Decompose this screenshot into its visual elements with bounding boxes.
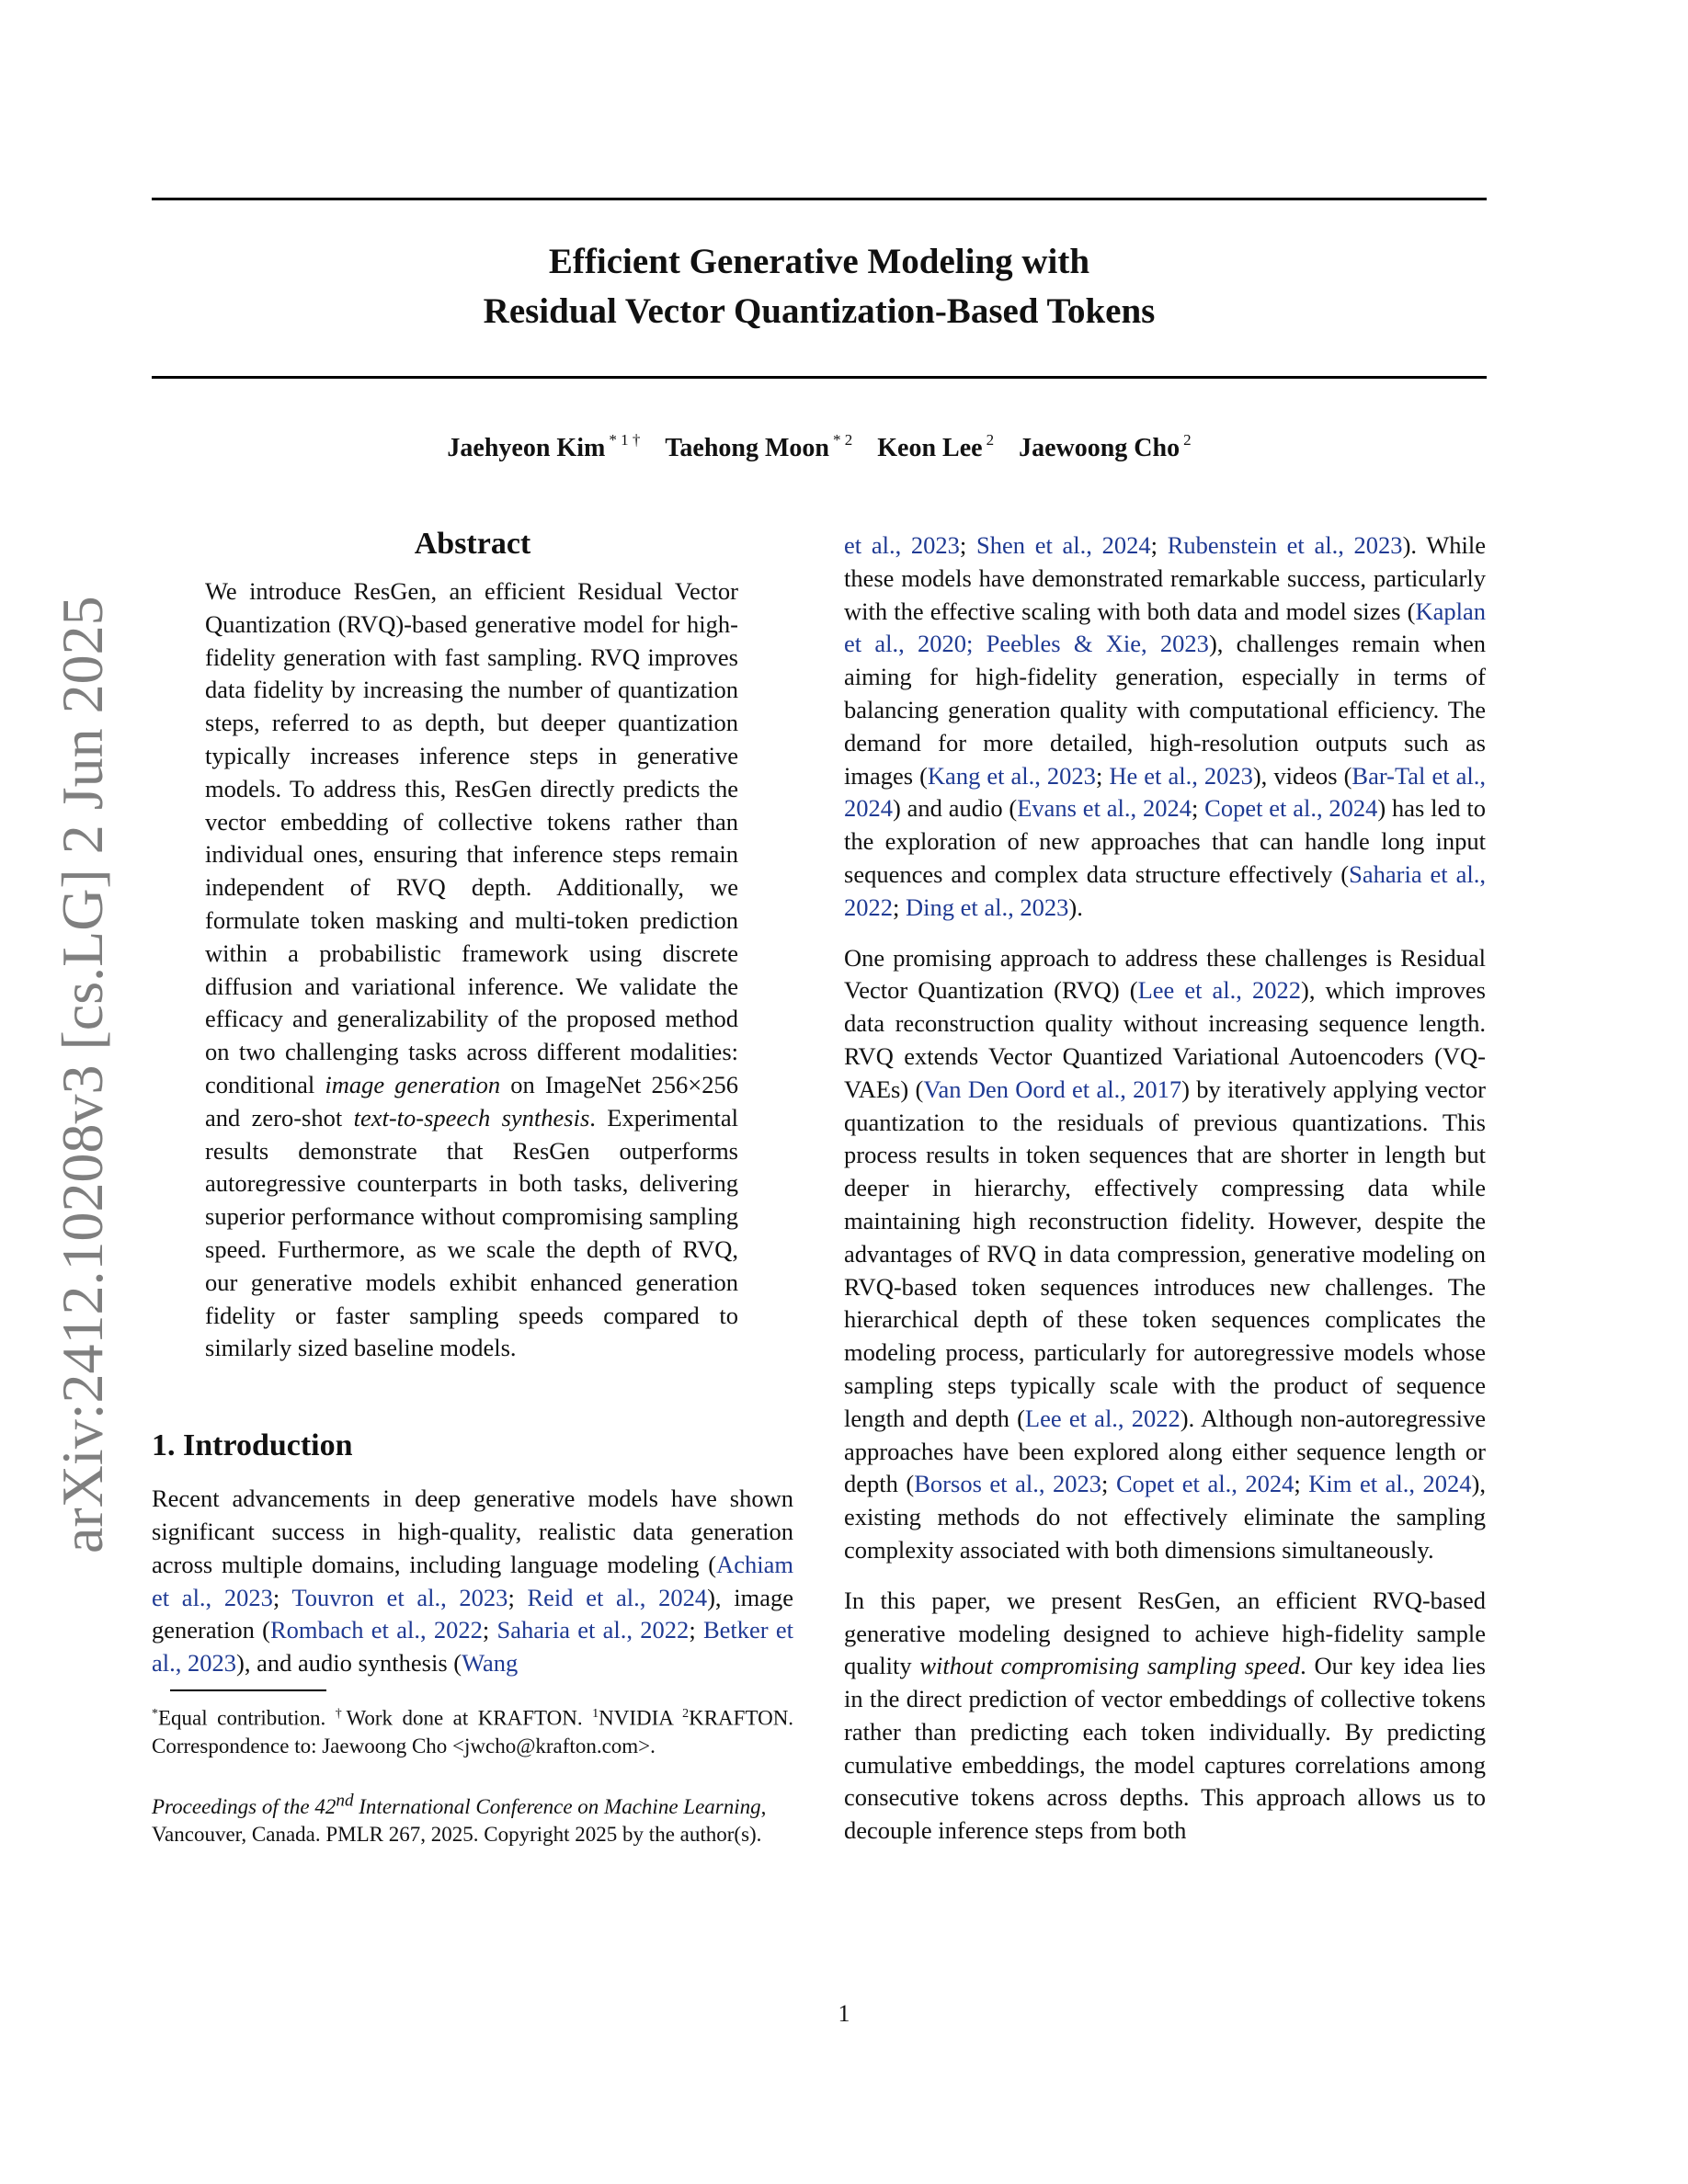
page-number: 1 bbox=[838, 2000, 850, 2027]
citation-link[interactable]: He et al., 2023 bbox=[1109, 761, 1253, 790]
arxiv-watermark[interactable]: arXiv:2412.10208v3 [cs.LG] 2 Jun 2025 bbox=[50, 596, 115, 1553]
citation-link[interactable]: et al., 2023 bbox=[844, 531, 960, 559]
citation-link[interactable]: Kim et al., 2024 bbox=[1308, 1470, 1472, 1498]
title-rule-bottom bbox=[152, 376, 1487, 379]
left-column bbox=[152, 524, 793, 1848]
citation-link[interactable]: Kang et al., 2023 bbox=[927, 761, 1096, 790]
citation-link[interactable]: Touvron et al., 2023 bbox=[291, 1583, 508, 1611]
citation-link[interactable]: Bar-Tal et al., 2024 bbox=[844, 761, 1486, 823]
citation-link[interactable]: Betker et al., 2023 bbox=[152, 1616, 794, 1678]
section-heading-introduction: 1. Introduction bbox=[152, 1428, 353, 1463]
author-4: Jaewoong Cho $^2$ bbox=[1019, 431, 1192, 462]
author-1: Jaehyeon Kim $^{* 1 \dagger}$ bbox=[447, 431, 641, 462]
citation-link[interactable]: Copet et al., 2024 bbox=[1204, 794, 1378, 823]
paper-title bbox=[152, 237, 1487, 336]
author-3: Keon Lee $^2$ bbox=[877, 431, 995, 462]
author-list bbox=[152, 432, 1487, 465]
citation-link[interactable]: Borsos et al., 2023 bbox=[914, 1470, 1102, 1498]
abstract-heading: Abstract bbox=[414, 527, 531, 561]
citation-link[interactable]: Saharia et al., 2022 bbox=[496, 1616, 690, 1644]
citation-link[interactable]: Lee et al., 2022 bbox=[1137, 976, 1301, 1005]
citation-link[interactable]: Kaplan et al., 2020; Peebles & Xie, 2023 bbox=[844, 597, 1486, 658]
abstract-text: We introduce ResGen, an efficient Residual Vector Quantization (RVQ)-based generative model for high-fidelity generation with fast sampling. RVQ improves data fidelity by increasing the number of quantization steps, referred to as depth, but deeper quantization typically increases inference steps in generative models. To address this, ResGen directly predicts the vector embedding of collective tokens rather than individual ones, ensuring that inference steps remain independent of RVQ depth. Additionally, we formulate token masking and multi-token prediction within a probabilistic framework using discrete diffusion and variational inference. We validate the efficacy and generalizability of the proposed method on two challenging tasks across different modalities: conditional image generation on ImageNet 256×256 and zero-shot text-to-speech synthesis. Experimental results demonstrate that ResGen outperforms autoregressive counterparts in both tasks, delivering superior performance without compromising sampling speed. Furthermore, as we scale the depth of RVQ, our generative models exhibit enhanced generation fidelity or faster sampling speeds compared to similarly sized baseline models. bbox=[205, 577, 739, 1362]
right-column bbox=[844, 529, 1486, 1865]
citation-link[interactable]: Rombach et al., 2022 bbox=[269, 1616, 483, 1644]
citation-link[interactable]: Evans et al., 2024 bbox=[1017, 794, 1192, 823]
intro-paragraph-1-continued: et al., 2023; Shen et al., 2024; Rubenstein et al., 2023). While these models have demonstrated remarkable success, particularly with the effective scaling with both data and model sizes (Kaplan et al., 2020; Peebles & Xie, 2023), challenges remain when aiming for high-fidelity generation, especially in terms of balancing generation quality with computational efficiency. The demand for more detailed, high-resolution outputs such as images (Kang et al., 2023; He et al., 2023), videos (Bar-Tal et al., 2024) and audio (Evans et al., 2024; Copet et al., 2024) has led to the exploration of new approaches that can handle long input sequences and complex data structure effectively (Saharia et al., 2022; Ding et al., 2023). bbox=[844, 531, 1487, 921]
footnote-rule bbox=[170, 1689, 326, 1691]
citation-link[interactable]: Reid et al., 2024 bbox=[527, 1583, 708, 1611]
citation-link[interactable]: Copet et al., 2024 bbox=[1115, 1470, 1295, 1498]
footnote: *Equal contribution. †Work done at KRAFTON. $^1$NVIDIA $^2$KRAFTON. Correspondence to: Jaewoong Cho <jwcho@krafton.com>. bbox=[152, 1706, 794, 1757]
title-line-1: Efficient Generative Modeling with bbox=[548, 242, 1090, 281]
title-line-2: Residual Vector Quantization-Based Tokens bbox=[483, 291, 1156, 331]
citation-link[interactable]: Saharia et al., 2022 bbox=[844, 859, 1486, 921]
intro-paragraph-3: In this paper, we present ResGen, an efficient RVQ-based generative modeling designed to achieve high-fidelity sample quality without compromising sampling speed. Our key idea lies in the direct prediction of vector embeddings of collective tokens rather than predicting each token individually. By predicting cumulative embeddings, the model captures correlations among consecutive tokens across depths. This approach allows us to decouple inference steps from both bbox=[844, 1586, 1486, 1845]
citation-link[interactable]: Wang bbox=[462, 1649, 519, 1678]
intro-paragraph-2: One promising approach to address these challenges is Residual Vector Quantization (RVQ) (Lee et al., 2022), which improves data reconstruction quality without increasing sequence length. RVQ extends Vector Quantized Variational Autoencoders (VQ-VAEs) (Van Den Oord et al., 2017) by iteratively applying vector quantization to the residuals of previous quantizations. This process results in token sequences that are shorter in length but deeper in hierarchy, effectively compressing data while maintaining high reconstruction fidelity. However, despite the advantages of RVQ in data compression, generative modeling on RVQ-based token sequences introduces new challenges. The hierarchical depth of these token sequences complicates the modeling process, particularly for autoregressive models whose sampling steps typically scale with the product of sequence length and depth (Lee et al., 2022). Although non-autoregressive approaches have been explored along either sequence length or depth (Borsos et al., 2023; Copet et al., 2024; Kim et al., 2024), existing methods do not effectively eliminate the sampling complexity associated with both dimensions simultaneously. bbox=[844, 943, 1487, 1564]
intro-paragraph-1: Recent advancements in deep generative models have shown significant success in high-quality, realistic data generation across multiple domains, including language modeling (Achiam et al., 2023; Touvron et al., 2023; Reid et al., 2024), image generation (Rombach et al., 2022; Saharia et al., 2022; Betker et al., 2023), and audio synthesis (Wang bbox=[152, 1484, 794, 1678]
citation-link[interactable]: Rubenstein et al., 2023 bbox=[1167, 531, 1403, 559]
citation-link[interactable]: Ding et al., 2023 bbox=[906, 893, 1069, 921]
citation-link[interactable]: Shen et al., 2024 bbox=[976, 531, 1151, 559]
citation-link[interactable]: Lee et al., 2022 bbox=[1024, 1404, 1180, 1432]
author-2: Taehong Moon $^{* 2}$ bbox=[665, 431, 853, 462]
proceedings-note: Proceedings of the 42nd International Conference on Machine Learning, Vancouver, Canada. PMLR 267, 2025. Copyright 2025 by the author(s). bbox=[152, 1791, 767, 1847]
citation-link[interactable]: Van Den Oord et al., 2017 bbox=[923, 1075, 1182, 1103]
citation-link[interactable]: Achiam et al., 2023 bbox=[152, 1550, 793, 1611]
title-rule-top bbox=[152, 198, 1487, 200]
